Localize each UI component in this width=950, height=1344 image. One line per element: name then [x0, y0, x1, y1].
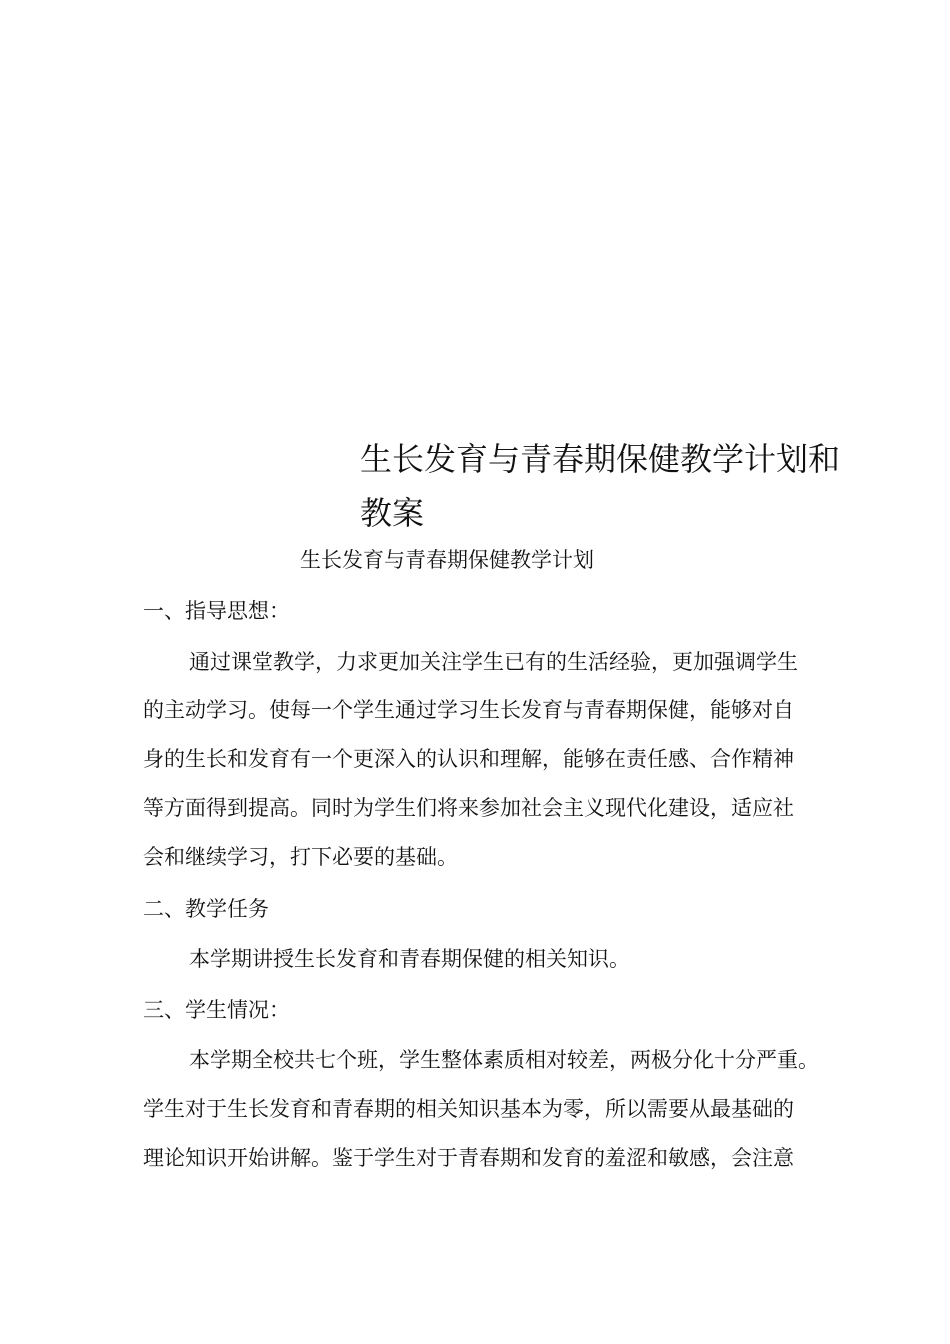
title-line-2: 教案: [360, 494, 425, 532]
paragraph-line: 身的生长和发育有一个更深入的认识和理解，能够在责任感、合作精神: [143, 747, 794, 771]
paragraph-line: 的主动学习。使每一个学生通过学习生长发育与青春期保健，能够对自: [143, 698, 794, 722]
paragraph-line: 理论知识开始讲解。鉴于学生对于青春期和发育的羞涩和敏感，会注意: [143, 1146, 794, 1170]
paragraph-line: 通过课堂教学，力求更加关注学生已有的生活经验，更加强调学生: [189, 650, 798, 674]
paragraph-line: 等方面得到提高。同时为学生们将来参加社会主义现代化建设，适应社: [143, 796, 794, 820]
section-heading-guiding-thought: 一、指导思想：: [143, 599, 290, 623]
paragraph-line: 本学期讲授生长发育和青春期保健的相关知识。: [189, 947, 630, 971]
title-line-1: 生长发育与青春期保健教学计划和: [360, 440, 841, 478]
paragraph-line: 本学期全校共七个班，学生整体素质相对较差，两极分化十分严重。: [189, 1048, 819, 1072]
paragraph-line: 学生对于生长发育和青春期的相关知识基本为零，所以需要从最基础的: [143, 1097, 794, 1121]
section-heading-teaching-task: 二、教学任务: [143, 897, 269, 921]
paragraph-line: 会和继续学习，打下必要的基础。: [143, 845, 458, 869]
section-heading-student-situation: 三、学生情况：: [143, 998, 290, 1022]
document-title: [360, 432, 860, 540]
document-subtitle: 生长发育与青春期保健教学计划: [300, 548, 594, 572]
